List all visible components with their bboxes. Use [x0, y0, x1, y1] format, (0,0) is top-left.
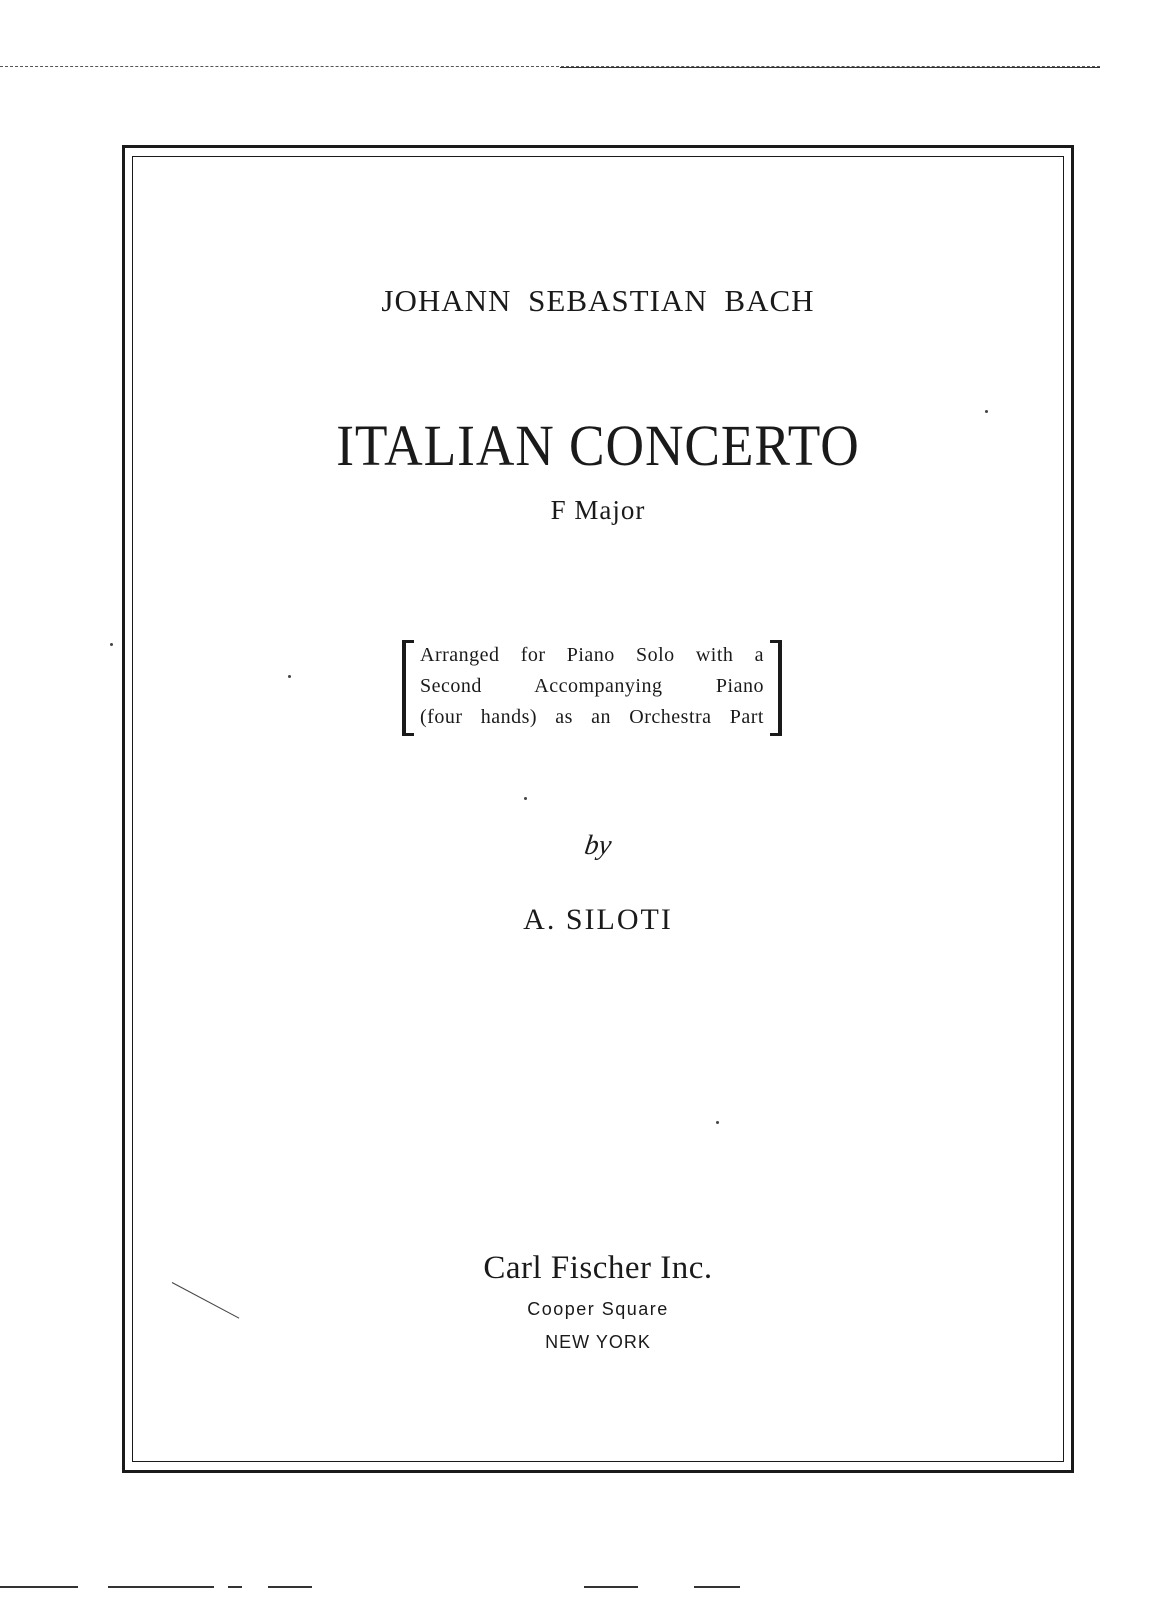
- publisher-city: NEW YORK: [545, 1332, 651, 1352]
- bottom-rule-segment: [694, 1586, 740, 1588]
- scan-speck: [288, 675, 291, 678]
- composer-name: JOHANN SEBASTIAN BACH: [381, 283, 815, 318]
- publisher-name: Carl Fischer Inc.: [483, 1250, 713, 1286]
- arrangement-note: [402, 640, 782, 738]
- bottom-rule-segment: [228, 1586, 242, 1588]
- bottom-rule-segment: [0, 1586, 78, 1588]
- work-title: ITALIAN CONCERTO: [336, 413, 860, 478]
- top-solid-rule: [560, 67, 1100, 68]
- key-signature: F Major: [550, 495, 646, 525]
- publisher-address: Cooper Square: [527, 1299, 669, 1319]
- right-bracket: [770, 640, 782, 736]
- arranger-name: A. SILOTI: [523, 903, 673, 936]
- arrangement-line-1: Arranged for Piano Solo with a: [420, 644, 764, 666]
- bottom-rule-segment: [584, 1586, 638, 1588]
- scan-speck: [110, 643, 113, 646]
- scan-speck: [985, 410, 988, 413]
- left-bracket: [402, 640, 414, 736]
- scan-speck: [716, 1121, 719, 1124]
- scan-speck: [524, 797, 527, 800]
- by-line: by: [582, 830, 614, 861]
- bottom-rule-segment: [268, 1586, 312, 1588]
- arrangement-line-2: Second Accompanying Piano: [420, 675, 764, 697]
- arrangement-line-3: (four hands) as an Orchestra Part: [420, 706, 764, 728]
- bottom-rule-segment: [108, 1586, 214, 1588]
- arrangement-text: [420, 640, 764, 733]
